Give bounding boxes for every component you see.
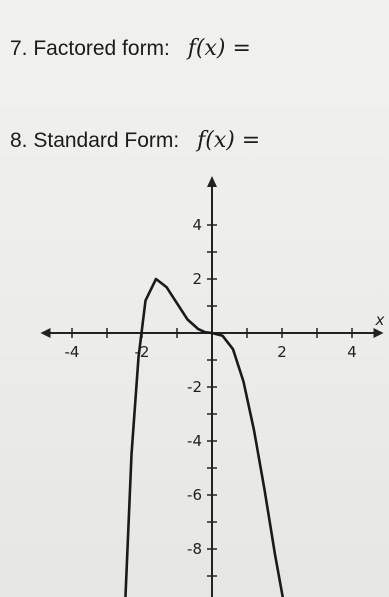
x-tick-label: 2 bbox=[277, 343, 287, 361]
y-tick-label: -2 bbox=[187, 378, 202, 396]
y-tick-label: 2 bbox=[192, 270, 202, 288]
y-tick-label: -8 bbox=[187, 540, 202, 558]
question-8-formula: f(x) = bbox=[197, 128, 261, 153]
x-tick-label: -2 bbox=[134, 343, 150, 361]
question-8-label: 8. Standard Form: bbox=[10, 129, 180, 152]
y-tick-label: -6 bbox=[187, 486, 202, 504]
x-axis-right-arrow bbox=[374, 328, 384, 338]
x-tick-label: -4 bbox=[64, 343, 80, 361]
function-curve bbox=[125, 279, 284, 597]
y-tick-label: 4 bbox=[192, 216, 202, 234]
question-7-label: 7. Factored form: bbox=[10, 37, 170, 60]
x-tick-label: 4 bbox=[347, 343, 357, 361]
question-7-formula: f(x) = bbox=[187, 36, 251, 61]
y-axis-up-arrow bbox=[207, 176, 217, 187]
x-axis-label: x bbox=[375, 311, 385, 329]
x-axis-left-arrow bbox=[41, 328, 51, 338]
y-tick-label: -4 bbox=[187, 432, 202, 450]
